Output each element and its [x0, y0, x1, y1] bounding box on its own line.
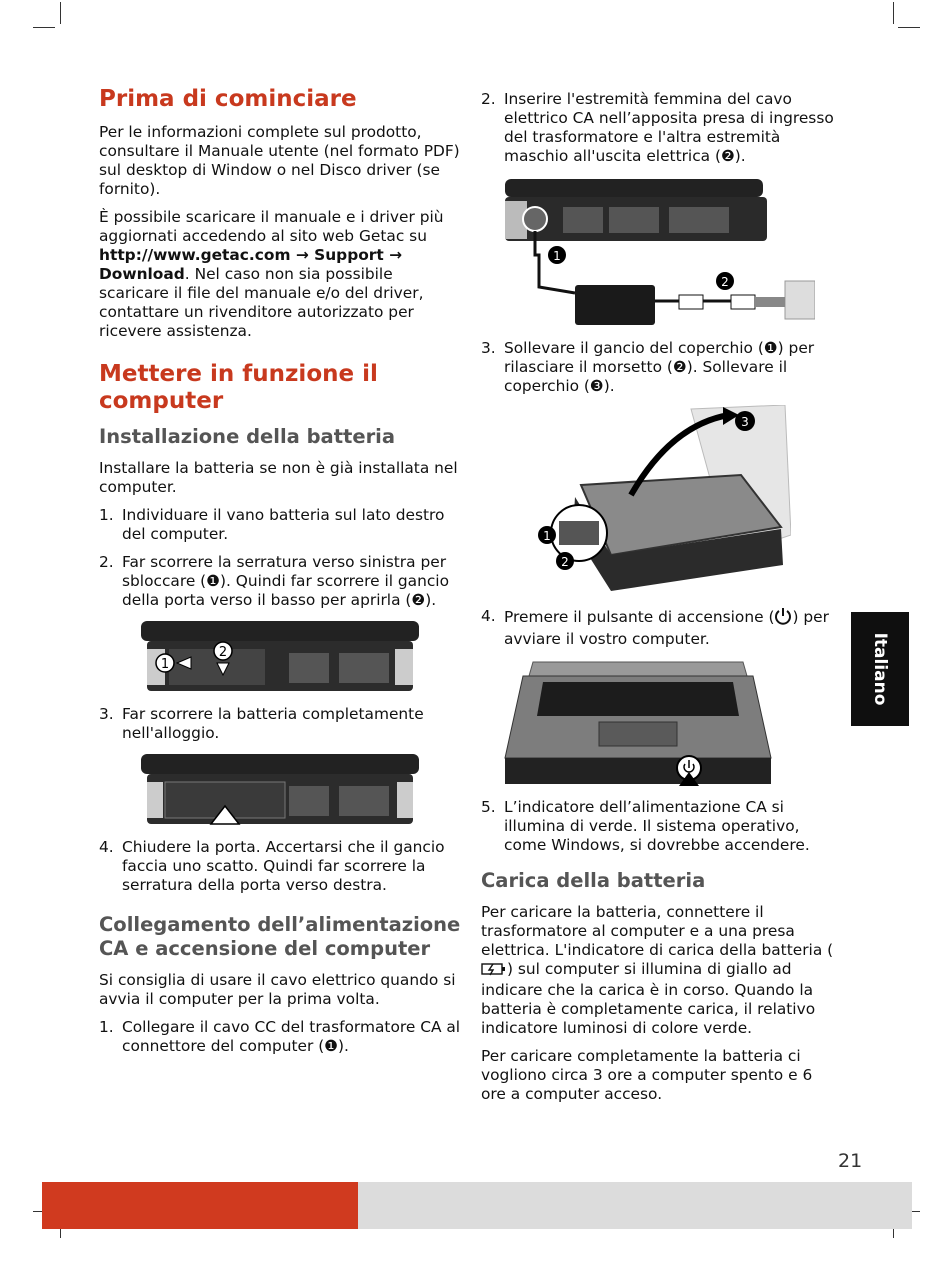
battery-steps-cont	[99, 705, 461, 743]
subsection-title-battery: Installazione della batteria	[99, 425, 396, 448]
callout-3: 3	[741, 415, 749, 429]
charge-text-b: ) sul computer si illumina di giallo ad indicare che la carica è in corso. Quando la batteria è completamente carica, il relativo indicatore luminosi di colore verde.	[481, 960, 816, 1037]
getac-url: http://www.getac.com	[99, 246, 291, 264]
right-column	[481, 90, 841, 1113]
arrow-2: →	[383, 246, 403, 264]
step-number: 3.	[481, 339, 496, 357]
step-number: 4.	[481, 607, 496, 625]
section-title-mettere: Mettere in funzione il computer	[99, 361, 378, 414]
list-item	[481, 607, 841, 649]
arrow-1: →	[290, 246, 315, 264]
list-item	[99, 1018, 461, 1056]
power-icon	[774, 607, 792, 630]
step-text: Collegare il cavo CC del trasformatore CA al connettore del computer (❶).	[122, 1018, 461, 1055]
charge-paragraph-2: Per caricare completamente la batteria ci vogliono circa 3 ore a computer spento e 6 ore a computer acceso.	[481, 1047, 813, 1103]
callout-2: 2	[561, 555, 569, 569]
battery-steps	[99, 506, 461, 610]
right-steps-b	[481, 339, 841, 396]
step-number: 1.	[99, 1018, 114, 1036]
power-button-illustration	[503, 658, 773, 786]
battery-charge-icon	[481, 962, 507, 981]
callout-1: 1	[543, 529, 551, 543]
crop-mark	[60, 2, 61, 24]
step-text: Chiudere la porta. Accertarsi che il gancio faccia uno scatto. Quindi far scorrere la serratura della porta verso destra.	[122, 838, 445, 894]
list-item	[99, 705, 461, 743]
step-number: 1.	[99, 506, 114, 524]
step-text: L’indicatore dell’alimentazione CA si illumina di verde. Il sistema operativo, come Windows, si dovrebbe accendere.	[504, 798, 810, 854]
footer-bar-gray	[358, 1182, 912, 1229]
section-title-prima: Prima di cominciare	[99, 86, 357, 112]
step-text: Individuare il vano batteria sul lato destro del computer.	[122, 506, 445, 543]
prima-paragraph-1: Per le informazioni complete sul prodotto, consultare il Manuale utente (nel formato PDF) sul desktop di Window o nel Disco driver (se fornito).	[99, 123, 460, 198]
step-number: 4.	[99, 838, 114, 856]
step-text: Sollevare il gancio del coperchio (❶) per rilasciare il morsetto (❷). Sollevare il coperchio (❸).	[504, 339, 815, 395]
prima-paragraph-2	[99, 208, 461, 341]
language-tab	[851, 612, 909, 726]
prima-text-a: È possibile scaricare il manuale e i driver più aggiornati accedendo al sito web Getac su	[99, 208, 444, 245]
crop-mark	[898, 27, 920, 28]
charge-paragraph-1	[481, 903, 841, 1038]
callout-2: 2	[721, 275, 729, 289]
page-number: 21	[838, 1150, 863, 1172]
step-number: 3.	[99, 705, 114, 723]
step-number: 5.	[481, 798, 496, 816]
callout-1: 1	[160, 657, 170, 672]
footer-bar-red	[42, 1182, 358, 1229]
step-text: Far scorrere la batteria completamente nell'alloggio.	[122, 705, 424, 742]
lid-open-illustration	[501, 405, 791, 595]
list-item	[99, 553, 461, 610]
left-column	[99, 86, 461, 1065]
battery-intro: Installare la batteria se non è già installata nel computer.	[99, 459, 458, 496]
step-text: Inserire l'estremità femmina del cavo elettrico CA nell’apposita presa di ingresso del trasformatore e l'altra estremità maschio all'uscita elettrica (❷).	[504, 90, 834, 165]
battery-door-illustration	[139, 619, 421, 693]
list-item	[481, 339, 841, 396]
language-tab-label: Italiano	[870, 632, 890, 706]
list-item	[99, 838, 461, 895]
battery-insert-illustration	[139, 752, 421, 826]
list-item	[481, 798, 841, 855]
ac-adapter-illustration	[501, 175, 815, 327]
prima-text-b: . Nel caso non sia possibile scaricare il file del manuale e/o del driver, contattare un rivenditore autorizzato per ricevere assistenza.	[99, 265, 424, 340]
right-steps-d	[481, 798, 841, 855]
step-number: 2.	[481, 90, 496, 108]
subsection-title-charge: Carica della batteria	[481, 869, 706, 892]
charge-text-a: Per caricare la batteria, connettere il trasformatore al computer e a una presa elettrica. L'indicatore di carica della batteria (	[481, 903, 834, 959]
step-number: 2.	[99, 553, 114, 571]
callout-2: 2	[218, 645, 228, 660]
power-steps	[99, 1018, 461, 1056]
step-text-b: ) per avviare il vostro computer.	[504, 608, 829, 648]
download-label: Download	[99, 265, 185, 283]
right-steps-a	[481, 90, 841, 166]
callout-1: 1	[553, 249, 561, 263]
crop-mark	[893, 2, 894, 24]
battery-steps-end	[99, 838, 461, 895]
subsection-title-power: Collegamento dell’alimentazione CA e accensione del computer	[99, 913, 461, 960]
support-label: Support	[314, 246, 384, 264]
step-text: Far scorrere la serratura verso sinistra per sbloccare (❶). Quindi far scorrere il gancio della porta verso il basso per aprirla (❷).	[122, 553, 449, 609]
list-item	[481, 90, 841, 166]
right-steps-c	[481, 607, 841, 649]
list-item	[99, 506, 461, 544]
crop-mark	[33, 27, 55, 28]
power-intro: Si consiglia di usare il cavo elettrico quando si avvia il computer per la prima volta.	[99, 971, 456, 1008]
step-text-a: Premere il pulsante di accensione (	[504, 608, 775, 626]
